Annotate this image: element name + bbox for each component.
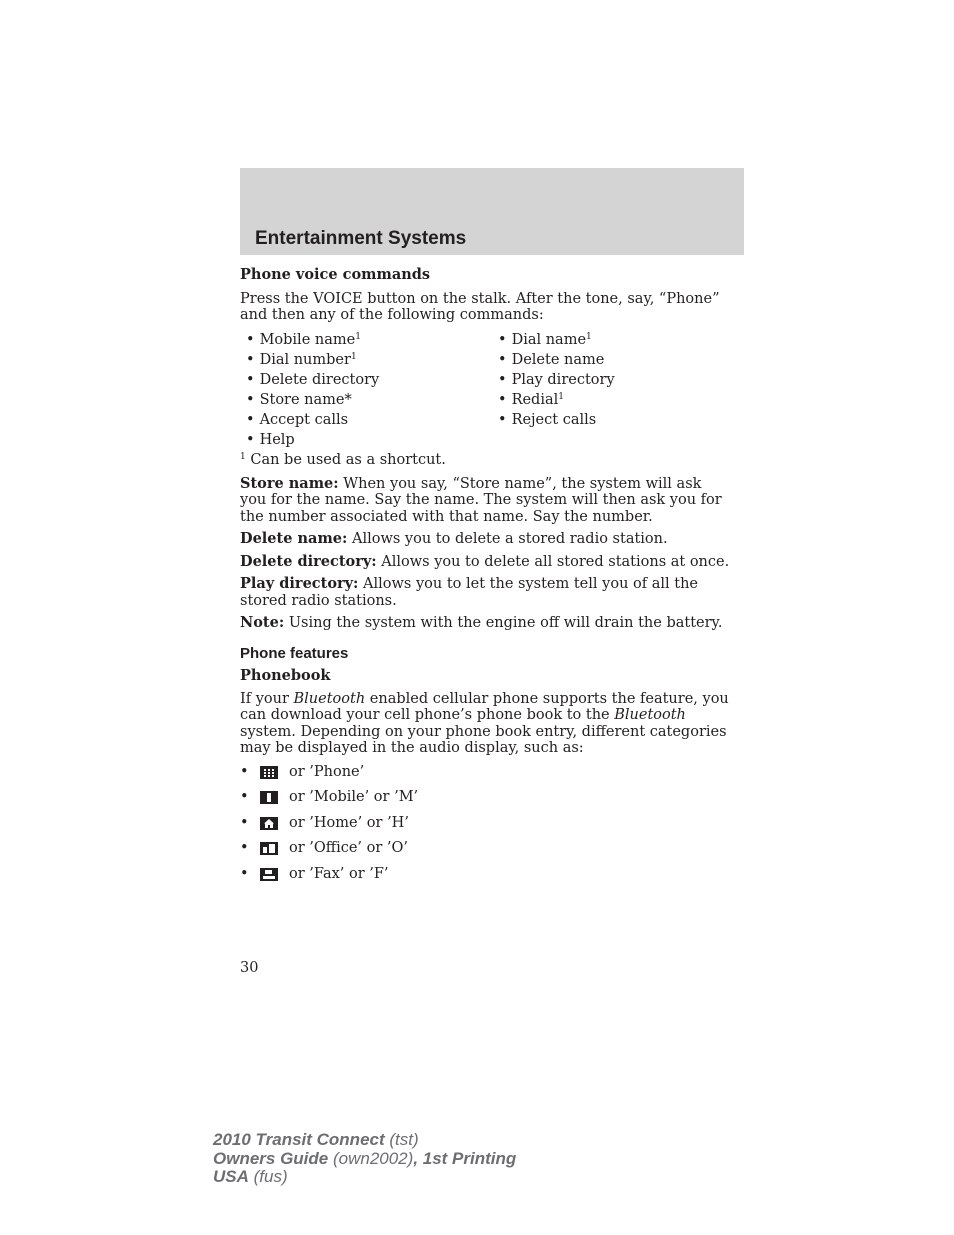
voice-intro: Press the VOICE button on the stalk. After the tone, say, “Phone” and then any of the following commands:: [240, 290, 720, 323]
definition-play-directory: Play directory: Allows you to let the system tell you of all the stored radio stations.: [240, 575, 698, 609]
commands-list: [240, 332, 730, 449]
house-icon: [260, 817, 278, 830]
voice-commands-heading: Phone voice commands: [240, 266, 431, 283]
phonebook-paragraph: If your Bluetooth enabled cellular phone supports the feature, you can download your cell phone’s phone book to the Bluetooth system. Depending on your phone book entry, different categories may be displayed in the audio display, such as:: [240, 690, 729, 756]
command-dial-name: • Dial name$^1$: [492, 332, 730, 349]
phonebook-category-list: [240, 764, 730, 883]
fax-icon: [260, 868, 278, 881]
page-number: 30: [240, 960, 259, 976]
section-title: Entertainment Systems: [255, 228, 467, 249]
command-delete-directory: • Delete directory: [240, 372, 492, 389]
command-redial: • Redial$^1$: [492, 392, 730, 409]
footer-line-1: 2010 Transit Connect (tst): [213, 1130, 419, 1149]
phone-features-heading: Phone features: [240, 644, 349, 662]
definition-store-name: Store name: When you say, “Store name”, the system will ask you for the name. Say the name. The system will then ask you for the number associated with that name. Say the number.: [240, 474, 722, 525]
command-play-directory: • Play directory: [492, 372, 730, 389]
footer-line-2: Owners Guide (own2002), 1st Printing: [213, 1148, 517, 1168]
command-delete-name: • Delete name: [492, 352, 730, 369]
command-store-name: • Store name*: [240, 392, 492, 409]
command-dial-number: • Dial number$^1$: [240, 352, 492, 369]
command-accept-calls: • Accept calls: [240, 412, 492, 429]
command-mobile-name: • Mobile name$^1$: [240, 332, 492, 349]
mobile-phone-icon: [260, 791, 278, 804]
category-office: • or ’Office’ or ’O’: [240, 840, 409, 857]
shortcut-footnote: $^1$ Can be used as a shortcut.: [240, 452, 446, 468]
command-reject-calls: • Reject calls: [492, 412, 730, 429]
keypad-icon: [260, 766, 278, 779]
definition-delete-directory: Delete directory: Allows you to delete all stored stations at once.: [240, 552, 730, 570]
category-phone: • or ’Phone’: [240, 763, 365, 780]
document-footer: [213, 1131, 516, 1187]
battery-note: Note: Using the system with the engine off will drain the battery.: [240, 614, 723, 631]
command-help: • Help: [240, 432, 492, 449]
category-fax: • or ’Fax’ or ’F’: [240, 865, 389, 882]
definition-delete-name: Delete name: Allows you to delete a stored radio station.: [240, 530, 668, 547]
office-icon: [260, 842, 278, 855]
phonebook-heading: Phonebook: [240, 667, 331, 684]
footer-line-3: USA (fus): [213, 1167, 288, 1186]
category-home: • or ’Home’ or ’H’: [240, 814, 409, 831]
page-content: [240, 267, 730, 883]
category-mobile: • or ’Mobile’ or ’M’: [240, 789, 419, 806]
